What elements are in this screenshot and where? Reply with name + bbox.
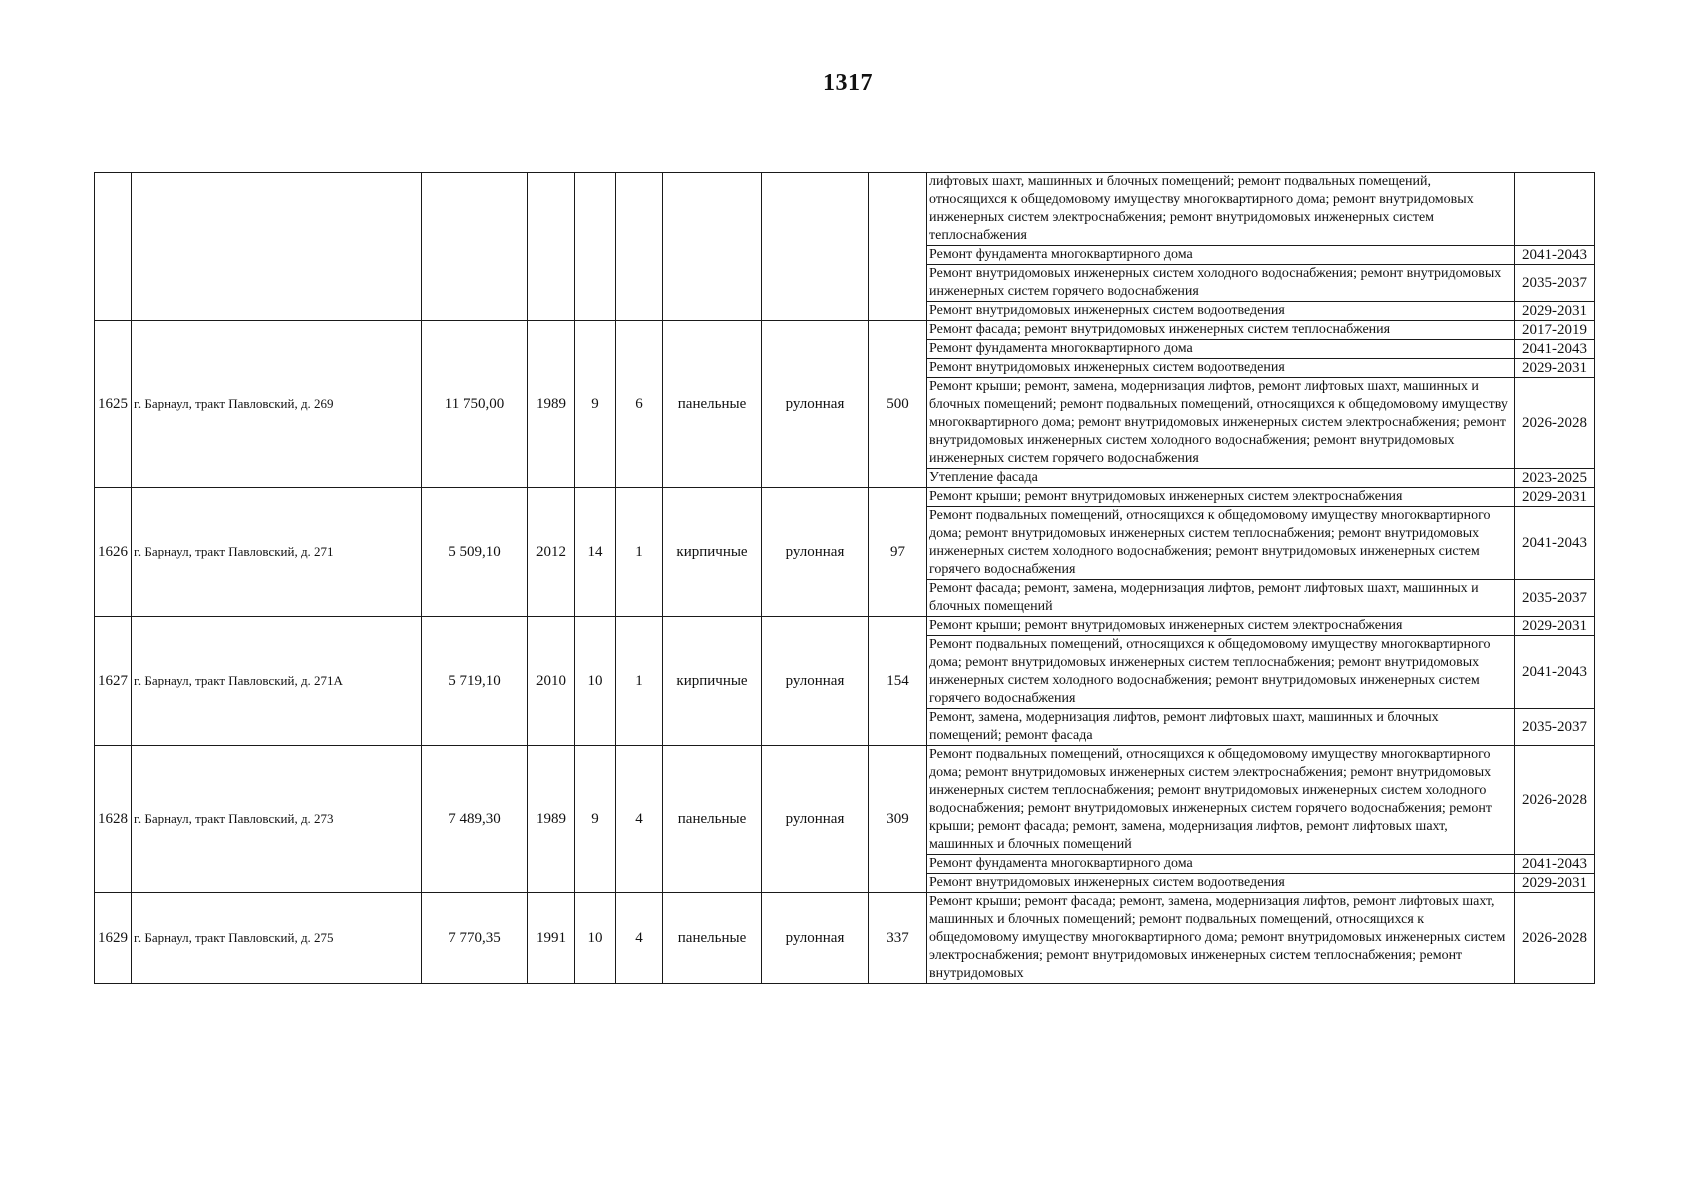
- wall-material-cell: панельные: [663, 893, 762, 984]
- work-period: 2041-2043: [1515, 507, 1595, 580]
- floors-cell: 9: [575, 321, 616, 488]
- work-period: 2035-2037: [1515, 580, 1595, 617]
- floors-cell-empty: [575, 173, 616, 321]
- table-row: [95, 746, 1595, 855]
- work-description: Ремонт фундамента многоквартирного дома: [927, 340, 1515, 359]
- work-period: 2041-2043: [1515, 855, 1595, 874]
- residents-cell-empty: [869, 173, 927, 321]
- work-period: 2029-2031: [1515, 302, 1595, 321]
- address-cell: г. Барнаул, тракт Павловский, д. 271А: [132, 617, 422, 746]
- work-description: Ремонт фасада; ремонт, замена, модернизация лифтов, ремонт лифтовых шахт, машинных и блочных помещений: [927, 580, 1515, 617]
- residents-cell: 500: [869, 321, 927, 488]
- table-row: [95, 488, 1595, 507]
- work-description: Ремонт фасада; ремонт внутридомовых инженерных систем теплоснабжения: [927, 321, 1515, 340]
- year-cell: 1989: [528, 746, 575, 893]
- area-cell: 7 770,35: [422, 893, 528, 984]
- year-cell: 2012: [528, 488, 575, 617]
- work-description: Ремонт крыши; ремонт внутридомовых инженерных систем электроснабжения: [927, 488, 1515, 507]
- year-cell-empty: [528, 173, 575, 321]
- area-cell: 5 509,10: [422, 488, 528, 617]
- year-cell: 2010: [528, 617, 575, 746]
- row-number-empty: [95, 173, 132, 321]
- table-row: [95, 617, 1595, 636]
- wall-material-cell-empty: [663, 173, 762, 321]
- work-description: Ремонт подвальных помещений, относящихся к общедомовому имуществу многоквартирного дома; ремонт внутридомовых инженерных систем теплоснабжения; ремонт внутридомовых инженерных систем холодного водоснабжения; ремонт внутридомовых инженерных систем горячего водоснабжения: [927, 636, 1515, 709]
- work-period: [1515, 173, 1595, 246]
- address-cell-empty: [132, 173, 422, 321]
- floors-cell: 9: [575, 746, 616, 893]
- row-number: 1625: [95, 321, 132, 488]
- entrances-cell: 6: [616, 321, 663, 488]
- row-number: 1628: [95, 746, 132, 893]
- work-period: 2026-2028: [1515, 893, 1595, 984]
- work-period: 2041-2043: [1515, 340, 1595, 359]
- work-period: 2017-2019: [1515, 321, 1595, 340]
- work-period: 2023-2025: [1515, 469, 1595, 488]
- entrances-cell: 4: [616, 746, 663, 893]
- work-description: Ремонт внутридомовых инженерных систем холодного водоснабжения; ремонт внутридомовых инженерных систем горячего водоснабжения: [927, 265, 1515, 302]
- work-description: лифтовых шахт, машинных и блочных помещений; ремонт подвальных помещений, относящихся к общедомовому имуществу многоквартирного дома; ремонт внутридомовых инженерных систем электроснабжения; ремонт внутридомовых инженерных систем теплоснабжения: [927, 173, 1515, 246]
- work-period: 2029-2031: [1515, 359, 1595, 378]
- floors-cell: 10: [575, 893, 616, 984]
- work-period: 2029-2031: [1515, 874, 1595, 893]
- work-period: 2035-2037: [1515, 709, 1595, 746]
- work-period: 2041-2043: [1515, 246, 1595, 265]
- work-description: Ремонт внутридомовых инженерных систем водоотведения: [927, 359, 1515, 378]
- work-description: Ремонт фундамента многоквартирного дома: [927, 855, 1515, 874]
- floors-cell: 14: [575, 488, 616, 617]
- address-cell: г. Барнаул, тракт Павловский, д. 271: [132, 488, 422, 617]
- roof-type-cell-empty: [762, 173, 869, 321]
- table-row: [95, 321, 1595, 340]
- table-row: [95, 893, 1595, 984]
- roof-type-cell: рулонная: [762, 746, 869, 893]
- repair-schedule-table: [94, 172, 1595, 984]
- work-description: Ремонт фундамента многоквартирного дома: [927, 246, 1515, 265]
- residents-cell: 337: [869, 893, 927, 984]
- work-description: Ремонт подвальных помещений, относящихся к общедомовому имуществу многоквартирного дома; ремонт внутридомовых инженерных систем электроснабжения; ремонт внутридомовых инженерных систем теплоснабжения; ремонт внутридомовых инженерных систем холодного водоснабжения; ремонт внутридомовых инженерных систем горячего водоснабжения; ремонт крыши; ремонт фасада; ремонт, замена, модернизация лифтов, ремонт лифтовых шахт, машинных и блочных помещений: [927, 746, 1515, 855]
- work-description: Ремонт крыши; ремонт фасада; ремонт, замена, модернизация лифтов, ремонт лифтовых шахт, машинных и блочных помещений; ремонт подвальных помещений, относящихся к общедомовому имуществу многоквартирного дома; ремонт внутридомовых инженерных систем электроснабжения; ремонт внутридомовых инженерных систем теплоснабжения; ремонт внутридомовых: [927, 893, 1515, 984]
- row-number: 1627: [95, 617, 132, 746]
- work-period: 2029-2031: [1515, 617, 1595, 636]
- work-period: 2035-2037: [1515, 265, 1595, 302]
- roof-type-cell: рулонная: [762, 617, 869, 746]
- work-description: Ремонт крыши; ремонт внутридомовых инженерных систем электроснабжения: [927, 617, 1515, 636]
- year-cell: 1991: [528, 893, 575, 984]
- roof-type-cell: рулонная: [762, 893, 869, 984]
- residents-cell: 309: [869, 746, 927, 893]
- wall-material-cell: панельные: [663, 321, 762, 488]
- address-cell: г. Барнаул, тракт Павловский, д. 275: [132, 893, 422, 984]
- row-number: 1629: [95, 893, 132, 984]
- work-description: Ремонт подвальных помещений, относящихся к общедомовому имуществу многоквартирного дома; ремонт внутридомовых инженерных систем теплоснабжения; ремонт внутридомовых инженерных систем холодного водоснабжения; ремонт внутридомовых инженерных систем горячего водоснабжения: [927, 507, 1515, 580]
- work-description: Ремонт внутридомовых инженерных систем водоотведения: [927, 302, 1515, 321]
- page-number: 1317: [823, 70, 873, 96]
- residents-cell: 97: [869, 488, 927, 617]
- floors-cell: 10: [575, 617, 616, 746]
- wall-material-cell: кирпичные: [663, 617, 762, 746]
- work-description: Ремонт внутридомовых инженерных систем водоотведения: [927, 874, 1515, 893]
- work-description: Ремонт, замена, модернизация лифтов, ремонт лифтовых шахт, машинных и блочных помещений; ремонт фасада: [927, 709, 1515, 746]
- area-cell-empty: [422, 173, 528, 321]
- table-row: [95, 173, 1595, 246]
- area-cell: 5 719,10: [422, 617, 528, 746]
- entrances-cell-empty: [616, 173, 663, 321]
- work-period: 2026-2028: [1515, 746, 1595, 855]
- year-cell: 1989: [528, 321, 575, 488]
- work-period: 2026-2028: [1515, 378, 1595, 469]
- area-cell: 7 489,30: [422, 746, 528, 893]
- address-cell: г. Барнаул, тракт Павловский, д. 269: [132, 321, 422, 488]
- row-number: 1626: [95, 488, 132, 617]
- entrances-cell: 4: [616, 893, 663, 984]
- entrances-cell: 1: [616, 488, 663, 617]
- wall-material-cell: кирпичные: [663, 488, 762, 617]
- roof-type-cell: рулонная: [762, 321, 869, 488]
- work-description: Утепление фасада: [927, 469, 1515, 488]
- roof-type-cell: рулонная: [762, 488, 869, 617]
- wall-material-cell: панельные: [663, 746, 762, 893]
- address-cell: г. Барнаул, тракт Павловский, д. 273: [132, 746, 422, 893]
- work-description: Ремонт крыши; ремонт, замена, модернизация лифтов, ремонт лифтовых шахт, машинных и блочных помещений; ремонт подвальных помещений, относящихся к общедомовому имуществу многоквартирного дома; ремонт внутридомовых инженерных систем электроснабжения; ремонт внутридомовых инженерных систем холодного водоснабжения; ремонт внутридомовых инженерных систем горячего водоснабжения: [927, 378, 1515, 469]
- residents-cell: 154: [869, 617, 927, 746]
- work-period: 2029-2031: [1515, 488, 1595, 507]
- work-period: 2041-2043: [1515, 636, 1595, 709]
- entrances-cell: 1: [616, 617, 663, 746]
- area-cell: 11 750,00: [422, 321, 528, 488]
